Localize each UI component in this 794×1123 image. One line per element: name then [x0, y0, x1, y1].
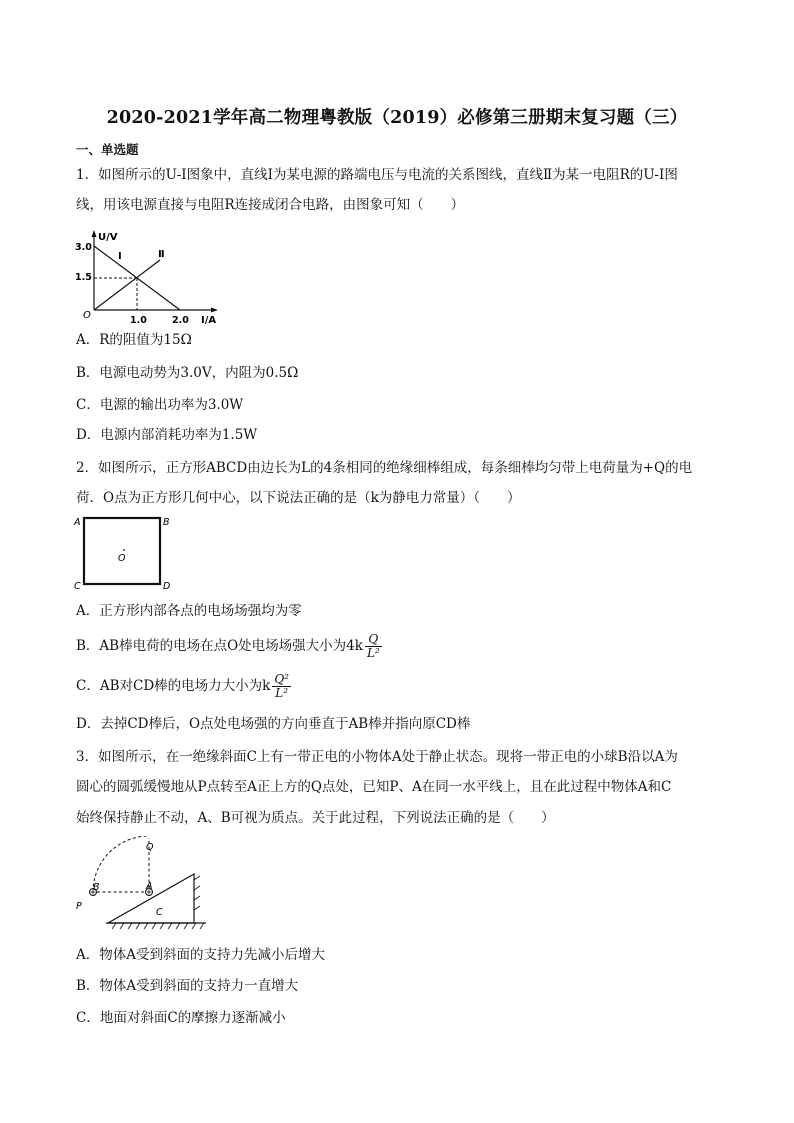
q1-ui-graph: [74, 228, 224, 326]
incline-c-label: C: [156, 907, 163, 918]
x-axis-arrow: [211, 308, 218, 313]
q2-option-b-text: B．AB棒电荷的电场在点O处电场场强大小为4k: [76, 638, 363, 654]
center-point: [123, 549, 125, 551]
q2-option-b: [76, 633, 382, 660]
q2-option-c-text: C．AB对CD棒的电场力大小为k: [76, 678, 271, 694]
line-I-label: Ⅰ: [118, 251, 122, 262]
line-II-label: Ⅱ: [158, 249, 165, 260]
fraction-denominator: L²: [275, 686, 289, 700]
q2-stem-line1: 2．如图所示，正方形ABCD由边长为L的4条相同的绝缘细棒组成，每条细棒均匀带上电荷量为+Q的电: [76, 460, 693, 476]
fraction-q-over-l2: [365, 633, 382, 660]
x-tick-2: 2.0: [172, 315, 189, 326]
page-title: 2020-2021学年高二物理粤教版（2019）必修第三册期末复习题（三）: [106, 108, 688, 128]
point-p-label: P: [76, 901, 82, 912]
wall-hatching: [194, 876, 200, 910]
x-tick-1: 1.0: [130, 315, 147, 326]
vertex-c-label: C: [74, 581, 81, 592]
vertex-b-label: B: [163, 517, 170, 528]
ball-b-label: B: [93, 882, 100, 893]
q1-stem-line1: 1．如图所示的U-I图象中，直线Ⅰ为某电源的路端电压与电流的关系图线，直线Ⅱ为某一电阻R的U-I图: [76, 167, 678, 183]
q3-stem-line3: 始终保持静止不动，A、B可视为质点。关于此过程，下列说法正确的是（ ）: [76, 810, 555, 826]
q2-stem-line2: 荷．O点为正方形几何中心，以下说法正确的是（k为静电力常量）（ ）: [76, 490, 521, 506]
x-axis-label: I/A: [201, 315, 217, 326]
q2-option-a: A．正方形内部各点的电场场强均为零: [76, 603, 302, 619]
square-abcd: [84, 518, 160, 584]
q1-option-c: C．电源的输出功率为3.0W: [76, 397, 244, 413]
vertex-d-label: D: [163, 581, 171, 592]
q1-option-a: A．R的阻值为15Ω: [76, 332, 192, 348]
object-a-label: A: [146, 881, 153, 892]
arc-p-to-q: [93, 836, 149, 892]
q3-option-c: C．地面对斜面C的摩擦力逐渐减小: [76, 1010, 286, 1026]
y-axis-label: U/V: [98, 232, 118, 243]
q3-stem-line1: 3．如图所示，在一绝缘斜面C上有一带正电的小物体A处于静止状态。现将一带正电的小球B沿以A为: [76, 749, 678, 765]
q2-option-d: D．去掉CD棒后，O点处电场强的方向垂直于AB棒并指向原CD棒: [76, 716, 471, 732]
q1-option-b: B．电源电动势为3.0V，内阻为0.5Ω: [76, 365, 299, 381]
fraction-numerator: Q: [365, 633, 382, 647]
fraction-denominator: L²: [366, 646, 380, 660]
q1-option-d: D．电源内部消耗功率为1.5W: [76, 427, 258, 443]
q2-option-c: [76, 673, 291, 700]
center-o-label: O: [118, 553, 126, 564]
y-axis-arrow: [92, 230, 97, 237]
q3-option-b: B．物体A受到斜面的支持力一直增大: [76, 978, 299, 994]
q3-option-a: A．物体A受到斜面的支持力先减小后增大: [76, 947, 325, 963]
vertex-a-label: A: [74, 517, 81, 528]
fraction-q2-over-l2: [272, 673, 291, 700]
ground-hatching: [112, 923, 204, 929]
q3-incline-figure: [72, 836, 212, 934]
point-q-label: Q: [146, 842, 154, 853]
resistor-line-II: [94, 260, 160, 310]
y-tick-1-5: 1.5: [75, 272, 92, 283]
origin-label: O: [83, 310, 91, 321]
y-tick-3: 3.0: [75, 242, 92, 253]
q1-stem-line2: 线，用该电源直接与电阻R连接成闭合电路，由图象可知（ ）: [76, 197, 465, 213]
section-heading: 一、单选题: [76, 142, 139, 157]
fraction-numerator: Q²: [274, 672, 289, 686]
q2-square-figure: [72, 512, 182, 592]
q3-stem-line2: 圆心的圆弧缓慢地从P点转至A正上方的Q点处，已知P、A在同一水平线上，且在此过程中物体A和C: [76, 779, 672, 795]
